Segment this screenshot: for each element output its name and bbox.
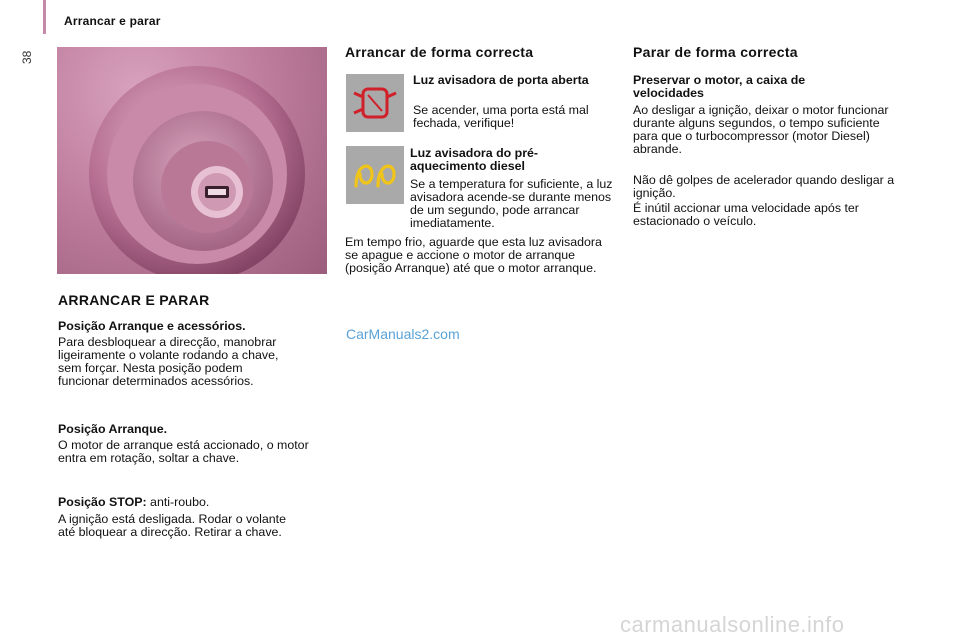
- door-warning-text: Se acender, uma porta está mal fechada, verifique!: [413, 103, 589, 130]
- position-stop-suffix: anti-roubo.: [146, 495, 210, 509]
- page-accent-bar: [43, 0, 46, 34]
- right-paragraph-1: Ao desligar a ignição, deixar o motor funcionar durante alguns segundos, o tempo suficiente para que o turbocompressor (motor Diesel) abrande.: [633, 103, 889, 156]
- page-number: 38: [20, 50, 34, 64]
- watermark-carmanualsonline: carmanualsonline.info: [620, 612, 845, 637]
- position-stop-line: [58, 496, 318, 509]
- position-accessories-title: Posição Arranque e acessórios.: [58, 319, 246, 333]
- right-paragraph-2: Não dê golpes de acelerador quando desligar a ignição.: [633, 173, 895, 200]
- door-open-warning-icon: [346, 74, 404, 132]
- door-warning-title: Luz avisadora de porta aberta: [413, 73, 589, 87]
- preheat-warning-text: Se a temperatura for suficiente, a luz avisadora acende-se durante menos de um segundo, pode arrancar imediatamente.: [410, 177, 613, 230]
- icon-wrap-spacer: [345, 178, 410, 223]
- watermark-carmanuals2: CarManuals2.com: [346, 326, 460, 342]
- preheat-warning-title: Luz avisadora do pré-aquecimento diesel: [410, 146, 539, 173]
- section-title-arrancar-parar: ARRANCAR E PARAR: [58, 292, 210, 308]
- position-stop-text: A ignição está desligada. Rodar o volante até bloquear a direcção. Retirar a chave.: [58, 512, 287, 539]
- position-accessories-text: Para desbloquear a direcção, manobrar ligeiramente o volante rodando a chave, sem forçar. Nesta posição podem funcionar determinados acessórios.: [58, 335, 279, 388]
- preheat-cold-text: Em tempo frio, aguarde que esta luz avisadora se apague e accione o motor de arranque (posição Arranque) até que o motor arranque.: [345, 235, 602, 275]
- ignition-switch-illustration: [57, 47, 327, 274]
- section-title-parar-correcta: Parar de forma correcta: [633, 44, 798, 60]
- ignition-switch-photo: [57, 47, 327, 274]
- right-subtitle: Preservar o motor, a caixa de velocidades: [633, 73, 806, 100]
- section-title-arrancar-correcta: Arrancar de forma correcta: [345, 44, 534, 60]
- preheat-warning-body: [345, 178, 613, 275]
- position-start-text: O motor de arranque está accionado, o motor entra em rotação, soltar a chave.: [58, 438, 309, 465]
- right-paragraph-3: É inútil accionar uma velocidade após ter estacionado o veículo.: [633, 201, 859, 228]
- page-header-title: Arrancar e parar: [64, 14, 161, 28]
- position-start-title: Posição Arranque.: [58, 422, 168, 436]
- position-stop-title: Posição STOP:: [58, 495, 147, 509]
